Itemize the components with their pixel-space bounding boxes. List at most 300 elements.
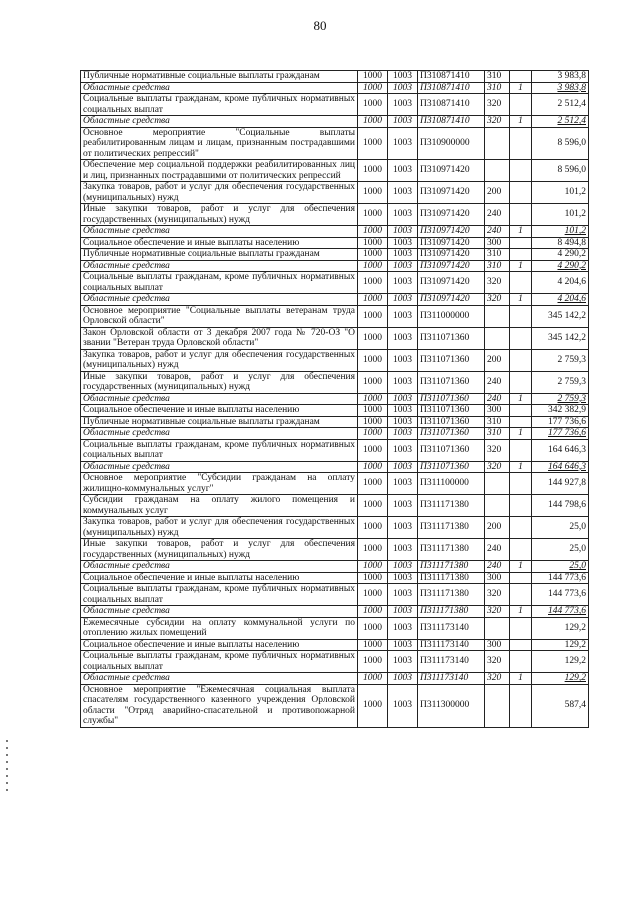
- row-amount: 129,2: [532, 617, 589, 639]
- row-target-article: П311173140: [418, 617, 485, 639]
- row-amount: 345 142,2: [532, 327, 589, 349]
- row-name: Закупка товаров, работ и услуг для обеспечения государственных (муниципальных) нужд: [81, 517, 358, 539]
- row-funding-source: 1: [510, 673, 532, 685]
- row-name: Социальное обеспечение и иные выплаты населению: [81, 639, 358, 651]
- row-subsection: 1003: [388, 204, 418, 226]
- row-amount: 129,2: [532, 639, 589, 651]
- row-section: 1000: [358, 561, 388, 573]
- row-amount: 4 204,6: [532, 272, 589, 294]
- row-name: Социальные выплаты гражданам, кроме публичных нормативных социальных выплат: [81, 94, 358, 116]
- row-funding-source: [510, 405, 532, 417]
- row-amount: 8 494,8: [532, 237, 589, 249]
- row-subsection: 1003: [388, 294, 418, 306]
- row-funding-source: [510, 371, 532, 393]
- table-body: [81, 71, 589, 728]
- table-row: [81, 237, 589, 249]
- row-amount: 3 983,8: [532, 71, 589, 83]
- row-section: 1000: [358, 127, 388, 160]
- row-expense-type: 240: [485, 204, 510, 226]
- row-amount: 25,0: [532, 539, 589, 561]
- row-target-article: П311173140: [418, 651, 485, 673]
- row-name: Основное мероприятие "Социальные выплаты реабилитированным лицам и лицам, признанным пострадавшими от политических репрессий": [81, 127, 358, 160]
- row-funding-source: [510, 327, 532, 349]
- row-funding-source: [510, 684, 532, 727]
- row-expense-type: 310: [485, 249, 510, 261]
- table-row: [81, 182, 589, 204]
- row-target-article: П311071360: [418, 439, 485, 461]
- row-section: 1000: [358, 237, 388, 249]
- row-amount: 25,0: [532, 517, 589, 539]
- table-row: [81, 428, 589, 440]
- row-expense-type: 320: [485, 584, 510, 606]
- row-target-article: П310900000: [418, 127, 485, 160]
- table-row: [81, 305, 589, 327]
- row-subsection: 1003: [388, 160, 418, 182]
- row-section: 1000: [358, 473, 388, 495]
- row-amount: 2 759,3: [532, 349, 589, 371]
- row-funding-source: [510, 94, 532, 116]
- row-funding-source: [510, 651, 532, 673]
- row-funding-source: [510, 572, 532, 584]
- row-section: 1000: [358, 349, 388, 371]
- row-section: 1000: [358, 673, 388, 685]
- row-target-article: П311171380: [418, 572, 485, 584]
- row-amount: 164 646,3: [532, 461, 589, 473]
- row-amount: 8 596,0: [532, 160, 589, 182]
- row-subsection: 1003: [388, 639, 418, 651]
- row-subsection: 1003: [388, 584, 418, 606]
- table-row: [81, 473, 589, 495]
- row-name: Областные средства: [81, 82, 358, 94]
- row-amount: 2 512,4: [532, 94, 589, 116]
- row-name: Публичные нормативные социальные выплаты гражданам: [81, 416, 358, 428]
- row-funding-source: [510, 495, 532, 517]
- row-funding-source: [510, 416, 532, 428]
- row-amount: 101,2: [532, 226, 589, 238]
- row-funding-source: [510, 584, 532, 606]
- row-name: Социальное обеспечение и иные выплаты населению: [81, 572, 358, 584]
- row-section: 1000: [358, 606, 388, 618]
- page-number: 80: [313, 18, 327, 33]
- row-subsection: 1003: [388, 617, 418, 639]
- row-subsection: 1003: [388, 428, 418, 440]
- row-subsection: 1003: [388, 371, 418, 393]
- row-target-article: П311071360: [418, 428, 485, 440]
- table-row: [81, 495, 589, 517]
- row-expense-type: 300: [485, 237, 510, 249]
- row-section: 1000: [358, 584, 388, 606]
- row-name: Социальное обеспечение и иные выплаты населению: [81, 405, 358, 417]
- row-funding-source: 1: [510, 393, 532, 405]
- row-amount: 4 290,2: [532, 260, 589, 272]
- row-amount: 164 646,3: [532, 439, 589, 461]
- row-expense-type: [485, 684, 510, 727]
- row-target-article: П310971420: [418, 204, 485, 226]
- row-funding-source: 1: [510, 226, 532, 238]
- row-expense-type: 200: [485, 517, 510, 539]
- row-name: Публичные нормативные социальные выплаты гражданам: [81, 249, 358, 261]
- row-subsection: 1003: [388, 327, 418, 349]
- row-subsection: 1003: [388, 249, 418, 261]
- row-amount: 144 773,6: [532, 606, 589, 618]
- row-expense-type: [485, 127, 510, 160]
- row-section: 1000: [358, 371, 388, 393]
- table-row: [81, 327, 589, 349]
- row-target-article: П310871410: [418, 71, 485, 83]
- row-section: 1000: [358, 226, 388, 238]
- row-funding-source: 1: [510, 428, 532, 440]
- row-funding-source: [510, 182, 532, 204]
- table-row: [81, 416, 589, 428]
- row-subsection: 1003: [388, 260, 418, 272]
- row-section: 1000: [358, 651, 388, 673]
- row-funding-source: [510, 439, 532, 461]
- row-target-article: П310971420: [418, 226, 485, 238]
- table-row: [81, 606, 589, 618]
- row-funding-source: 1: [510, 461, 532, 473]
- table-row: [81, 651, 589, 673]
- row-subsection: 1003: [388, 539, 418, 561]
- row-subsection: 1003: [388, 517, 418, 539]
- row-section: 1000: [358, 327, 388, 349]
- table-row: [81, 226, 589, 238]
- row-funding-source: 1: [510, 82, 532, 94]
- table-row: [81, 82, 589, 94]
- row-section: 1000: [358, 71, 388, 83]
- row-name: Социальные выплаты гражданам, кроме публичных нормативных социальных выплат: [81, 272, 358, 294]
- row-amount: 177 736,6: [532, 416, 589, 428]
- row-subsection: 1003: [388, 226, 418, 238]
- row-target-article: П311071360: [418, 416, 485, 428]
- row-expense-type: 320: [485, 294, 510, 306]
- row-target-article: П310871410: [418, 82, 485, 94]
- budget-table: [80, 70, 589, 728]
- row-funding-source: [510, 539, 532, 561]
- table-row: [81, 71, 589, 83]
- row-name: Обеспечение мер социальной поддержки реабилитированных лиц и лиц, признанных пострадавшими от политических репрессий: [81, 160, 358, 182]
- row-expense-type: 310: [485, 428, 510, 440]
- table-row: [81, 584, 589, 606]
- row-subsection: 1003: [388, 305, 418, 327]
- row-name: Субсидии гражданам на оплату жилого помещения и коммунальных услуг: [81, 495, 358, 517]
- row-name: Социальное обеспечение и иные выплаты населению: [81, 237, 358, 249]
- row-expense-type: 320: [485, 461, 510, 473]
- row-section: 1000: [358, 249, 388, 261]
- row-target-article: П310971420: [418, 272, 485, 294]
- row-funding-source: [510, 617, 532, 639]
- row-expense-type: [485, 305, 510, 327]
- row-target-article: П311171380: [418, 561, 485, 573]
- row-name: Иные закупки товаров, работ и услуг для обеспечения государственных (муниципальных) нужд: [81, 204, 358, 226]
- row-subsection: 1003: [388, 82, 418, 94]
- table-row: [81, 349, 589, 371]
- table-row: [81, 204, 589, 226]
- row-funding-source: 1: [510, 260, 532, 272]
- row-section: 1000: [358, 204, 388, 226]
- table-row: [81, 371, 589, 393]
- row-amount: 587,4: [532, 684, 589, 727]
- row-funding-source: [510, 249, 532, 261]
- table-row: [81, 249, 589, 261]
- row-name: Областные средства: [81, 116, 358, 128]
- table-row: [81, 393, 589, 405]
- table-row: [81, 572, 589, 584]
- row-section: 1000: [358, 684, 388, 727]
- row-target-article: П310971420: [418, 294, 485, 306]
- table-row: [81, 461, 589, 473]
- row-funding-source: [510, 204, 532, 226]
- row-funding-source: 1: [510, 561, 532, 573]
- row-name: Областные средства: [81, 461, 358, 473]
- row-name: Иные закупки товаров, работ и услуг для обеспечения государственных (муниципальных) нужд: [81, 539, 358, 561]
- row-amount: 25,0: [532, 561, 589, 573]
- row-amount: 345 142,2: [532, 305, 589, 327]
- row-amount: 144 773,6: [532, 584, 589, 606]
- row-section: 1000: [358, 639, 388, 651]
- row-expense-type: 320: [485, 673, 510, 685]
- row-target-article: П311100000: [418, 473, 485, 495]
- row-name: Областные средства: [81, 673, 358, 685]
- row-expense-type: 310: [485, 82, 510, 94]
- row-target-article: П310871410: [418, 94, 485, 116]
- row-name: Основное мероприятие "Субсидии гражданам на оплату жилищно-коммунальных услуг": [81, 473, 358, 495]
- row-subsection: 1003: [388, 473, 418, 495]
- row-subsection: 1003: [388, 182, 418, 204]
- row-name: Областные средства: [81, 260, 358, 272]
- row-funding-source: [510, 237, 532, 249]
- row-target-article: П311071360: [418, 461, 485, 473]
- row-amount: 144 927,8: [532, 473, 589, 495]
- row-expense-type: 240: [485, 393, 510, 405]
- row-amount: 129,2: [532, 673, 589, 685]
- row-expense-type: [485, 617, 510, 639]
- row-expense-type: 240: [485, 226, 510, 238]
- row-subsection: 1003: [388, 572, 418, 584]
- row-name: Иные закупки товаров, работ и услуг для обеспечения государственных (муниципальных) нужд: [81, 371, 358, 393]
- row-expense-type: 300: [485, 639, 510, 651]
- row-name: Закупка товаров, работ и услуг для обеспечения государственных (муниципальных) нужд: [81, 182, 358, 204]
- row-amount: 177 736,6: [532, 428, 589, 440]
- row-funding-source: [510, 305, 532, 327]
- row-expense-type: [485, 327, 510, 349]
- row-amount: 4 204,6: [532, 294, 589, 306]
- row-section: 1000: [358, 517, 388, 539]
- row-expense-type: 200: [485, 182, 510, 204]
- row-name: Социальные выплаты гражданам, кроме публичных нормативных социальных выплат: [81, 651, 358, 673]
- row-section: 1000: [358, 572, 388, 584]
- row-subsection: 1003: [388, 71, 418, 83]
- row-expense-type: [485, 495, 510, 517]
- row-target-article: П311300000: [418, 684, 485, 727]
- row-name: Основное мероприятие "Ежемесячная социальная выплата спасателям государственного казенного учреждения Орловской области "Отряд аварийно-спасательной и противопожарной службы": [81, 684, 358, 727]
- row-subsection: 1003: [388, 393, 418, 405]
- table-row: [81, 517, 589, 539]
- row-section: 1000: [358, 439, 388, 461]
- row-section: 1000: [358, 393, 388, 405]
- row-expense-type: [485, 160, 510, 182]
- row-target-article: П311071360: [418, 393, 485, 405]
- row-name: Основное мероприятие "Социальные выплаты ветеранам труда Орловской области": [81, 305, 358, 327]
- row-name: Областные средства: [81, 606, 358, 618]
- table-row: [81, 94, 589, 116]
- row-amount: 342 382,9: [532, 405, 589, 417]
- row-subsection: 1003: [388, 461, 418, 473]
- row-target-article: П311171380: [418, 539, 485, 561]
- row-target-article: П311171380: [418, 495, 485, 517]
- row-funding-source: 1: [510, 116, 532, 128]
- row-name: Областные средства: [81, 226, 358, 238]
- row-expense-type: 200: [485, 349, 510, 371]
- row-expense-type: 320: [485, 116, 510, 128]
- row-target-article: П311171380: [418, 584, 485, 606]
- row-name: Публичные нормативные социальные выплаты гражданам: [81, 71, 358, 83]
- row-section: 1000: [358, 94, 388, 116]
- row-section: 1000: [358, 539, 388, 561]
- table-row: [81, 539, 589, 561]
- table-row: [81, 260, 589, 272]
- row-amount: 8 596,0: [532, 127, 589, 160]
- row-section: 1000: [358, 405, 388, 417]
- table-row: [81, 127, 589, 160]
- row-name: Закон Орловской области от 3 декабря 2007 года № 720-ОЗ "О звании "Ветеран труда Орловской области": [81, 327, 358, 349]
- row-section: 1000: [358, 294, 388, 306]
- row-target-article: П311071360: [418, 349, 485, 371]
- row-target-article: П311071360: [418, 405, 485, 417]
- table-row: [81, 617, 589, 639]
- row-subsection: 1003: [388, 684, 418, 727]
- row-subsection: 1003: [388, 439, 418, 461]
- row-target-article: П311173140: [418, 639, 485, 651]
- row-funding-source: [510, 71, 532, 83]
- row-expense-type: 240: [485, 539, 510, 561]
- row-funding-source: [510, 517, 532, 539]
- row-section: 1000: [358, 305, 388, 327]
- row-target-article: П310971420: [418, 249, 485, 261]
- row-target-article: П311071360: [418, 371, 485, 393]
- row-amount: 4 290,2: [532, 249, 589, 261]
- row-subsection: 1003: [388, 405, 418, 417]
- row-amount: 101,2: [532, 204, 589, 226]
- table-row: [81, 272, 589, 294]
- row-funding-source: [510, 160, 532, 182]
- row-target-article: П311171380: [418, 517, 485, 539]
- row-amount: 101,2: [532, 182, 589, 204]
- row-amount: 3 983,8: [532, 82, 589, 94]
- row-subsection: 1003: [388, 237, 418, 249]
- row-section: 1000: [358, 160, 388, 182]
- row-funding-source: 1: [510, 294, 532, 306]
- row-target-article: П310971420: [418, 160, 485, 182]
- row-target-article: П310971420: [418, 182, 485, 204]
- row-expense-type: [485, 473, 510, 495]
- row-expense-type: 320: [485, 606, 510, 618]
- table-row: [81, 639, 589, 651]
- table-row: [81, 160, 589, 182]
- table-row: [81, 116, 589, 128]
- row-funding-source: [510, 473, 532, 495]
- row-subsection: 1003: [388, 116, 418, 128]
- row-section: 1000: [358, 495, 388, 517]
- row-expense-type: 310: [485, 260, 510, 272]
- row-expense-type: 320: [485, 439, 510, 461]
- row-name: Областные средства: [81, 428, 358, 440]
- table-row: [81, 294, 589, 306]
- row-amount: 144 798,6: [532, 495, 589, 517]
- row-section: 1000: [358, 260, 388, 272]
- table-row: [81, 673, 589, 685]
- row-subsection: 1003: [388, 606, 418, 618]
- row-expense-type: 320: [485, 272, 510, 294]
- row-expense-type: 310: [485, 416, 510, 428]
- row-subsection: 1003: [388, 561, 418, 573]
- table-row: [81, 684, 589, 727]
- row-expense-type: 240: [485, 561, 510, 573]
- row-subsection: 1003: [388, 495, 418, 517]
- row-amount: 2 759,3: [532, 393, 589, 405]
- row-section: 1000: [358, 116, 388, 128]
- row-name: Ежемесячные субсидии на оплату коммунальной услуги по отоплению жилых помещений: [81, 617, 358, 639]
- row-subsection: 1003: [388, 416, 418, 428]
- row-target-article: П311171380: [418, 606, 485, 618]
- table-row: [81, 561, 589, 573]
- row-subsection: 1003: [388, 651, 418, 673]
- row-target-article: П311173140: [418, 673, 485, 685]
- row-name: Областные средства: [81, 294, 358, 306]
- row-funding-source: [510, 272, 532, 294]
- row-section: 1000: [358, 272, 388, 294]
- table-row: [81, 405, 589, 417]
- row-section: 1000: [358, 416, 388, 428]
- row-target-article: П311000000: [418, 305, 485, 327]
- row-expense-type: 320: [485, 94, 510, 116]
- row-section: 1000: [358, 428, 388, 440]
- row-amount: 2 512,4: [532, 116, 589, 128]
- row-subsection: 1003: [388, 349, 418, 371]
- row-section: 1000: [358, 617, 388, 639]
- row-funding-source: [510, 127, 532, 160]
- row-name: Закупка товаров, работ и услуг для обеспечения государственных (муниципальных) нужд: [81, 349, 358, 371]
- row-funding-source: [510, 349, 532, 371]
- row-name: Областные средства: [81, 393, 358, 405]
- row-expense-type: 300: [485, 572, 510, 584]
- row-target-article: П310871410: [418, 116, 485, 128]
- row-subsection: 1003: [388, 673, 418, 685]
- row-section: 1000: [358, 182, 388, 204]
- row-name: Социальные выплаты гражданам, кроме публичных нормативных социальных выплат: [81, 439, 358, 461]
- row-section: 1000: [358, 461, 388, 473]
- row-target-article: П310971420: [418, 237, 485, 249]
- row-name: Социальные выплаты гражданам, кроме публичных нормативных социальных выплат: [81, 584, 358, 606]
- row-amount: 144 773,6: [532, 572, 589, 584]
- row-expense-type: 320: [485, 651, 510, 673]
- row-amount: 129,2: [532, 651, 589, 673]
- row-name: Областные средства: [81, 561, 358, 573]
- row-target-article: П310971420: [418, 260, 485, 272]
- row-expense-type: 300: [485, 405, 510, 417]
- row-expense-type: 240: [485, 371, 510, 393]
- scan-margin-marks: [6, 740, 10, 796]
- row-target-article: П311071360: [418, 327, 485, 349]
- row-subsection: 1003: [388, 127, 418, 160]
- row-expense-type: 310: [485, 71, 510, 83]
- row-funding-source: [510, 639, 532, 651]
- row-subsection: 1003: [388, 94, 418, 116]
- table-row: [81, 439, 589, 461]
- row-subsection: 1003: [388, 272, 418, 294]
- row-amount: 2 759,3: [532, 371, 589, 393]
- row-funding-source: 1: [510, 606, 532, 618]
- row-section: 1000: [358, 82, 388, 94]
